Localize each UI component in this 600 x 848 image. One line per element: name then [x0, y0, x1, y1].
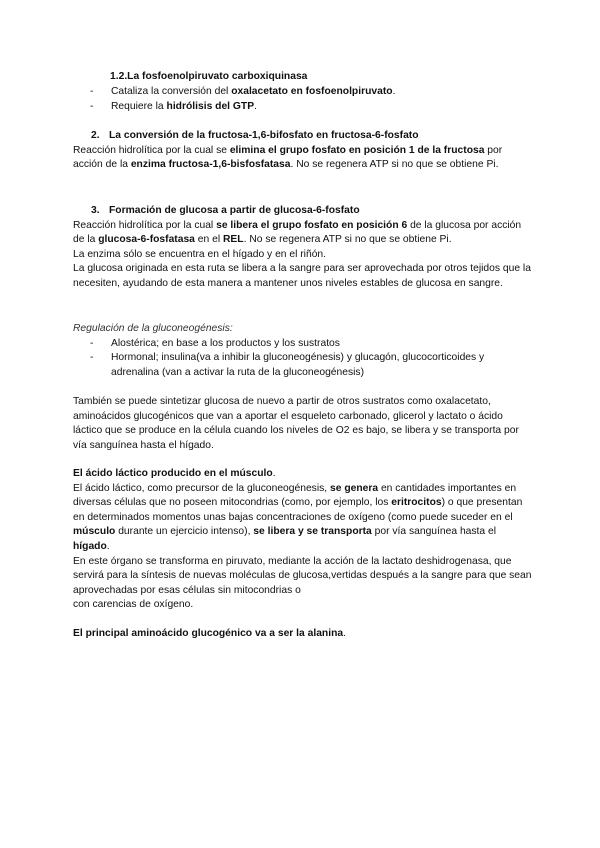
lactic-acid-paragraph-2-end: con carencias de oxígeno.: [73, 599, 194, 611]
section-3: [73, 204, 533, 292]
section-3-line-3: La glucosa originada en esta ruta se libera a la sangre para ser aprovechada por otros tejidos que la necesiten, ayudando de esta manera a mantener unos niveles estables de glucosa en sangre.: [73, 263, 531, 289]
final-statement: El principal aminoácido glucogénico va a ser la alanina.: [73, 628, 346, 639]
section-2: [73, 129, 533, 173]
section-1-2-title: 1.2.La fosfoenolpiruvato carboxiquinasa: [110, 71, 308, 82]
list-item: - Alostérica; en base a los productos y los sustratos: [73, 337, 533, 352]
regulation-section: [73, 322, 533, 380]
section-2-heading: 2. La conversión de la fructosa-1,6-bifosfato en fructosa-6-fosfato: [91, 130, 419, 141]
list-item: - Hormonal; insulina(va a inhibir la gluconeogénesis) y glucagón, glucocorticoides y adrenalina (van a activar la ruta de la gluconeogénesis): [73, 351, 533, 380]
section-3-line-2: La enzima sólo se encuentra en el hígado y en el riñón.: [73, 248, 327, 260]
other-substrates-paragraph: También se puede sintetizar glucosa de nuevo a partir de otros sustratos como oxalacetato, aminoácidos glucogénicos que van a aportar el esqueleto carbonado, glicerol y lactato o ácido láctico que se produce en la célula cuando los niveles de O2 es bajo, se libera y se transporta por vía sanguínea hasta el hígado.: [73, 396, 519, 451]
lactic-acid-paragraph-1: El ácido láctico, como precursor de la gluconeogénesis, se genera en cantidades importantes en diversas células que no poseen mitocondrias (como, por ejemplo, los eritrocitos) o que presentan en determinados momentos unas bajas concentraciones de oxígeno (como puede suceder en el músculo durante un ejercicio intenso), se libera y se transporta por vía sanguínea hasta el hígado.: [73, 482, 523, 552]
section-2-paragraph: Reacción hidrolítica por la cual se elimina el grupo fosfato en posición 1 de la fructosa por acción de la enzima fructosa-1,6-bisfosfatasa. No se regenera ATP si no que se obtiene Pi.: [73, 144, 503, 171]
list-item: - Requiere la hidrólisis del GTP.: [73, 100, 533, 115]
lactic-acid-heading: El ácido láctico producido en el músculo.: [73, 468, 276, 479]
regulation-list: [73, 337, 533, 381]
regulation-title: Regulación de la gluconeogénesis:: [73, 323, 233, 334]
section-3-heading: 3. Formación de glucosa a partir de glucosa-6-fosfato: [91, 205, 360, 216]
list-item: - Cataliza la conversión del oxalacetato en fosfoenolpiruvato.: [73, 85, 533, 100]
lactic-acid-paragraph-2: En este órgano se transforma en piruvato, mediante la acción de la lactato deshidrogenasa, que servirá para la síntesis de nuevas moléculas de glucosa,vertidas después a la sangre para que sean aprovechadas por esas células sin mitocondrias o: [73, 555, 532, 596]
lactic-acid-section: [73, 467, 533, 613]
section-1-2-list: [73, 85, 533, 114]
section-3-paragraph: Reacción hidrolítica por la cual se libera el grupo fosfato en posición 6 de la glucosa por acción de la glucosa-6-fosfatasa en el REL. No se regenera ATP si no que se obtiene Pi.: [73, 219, 522, 246]
